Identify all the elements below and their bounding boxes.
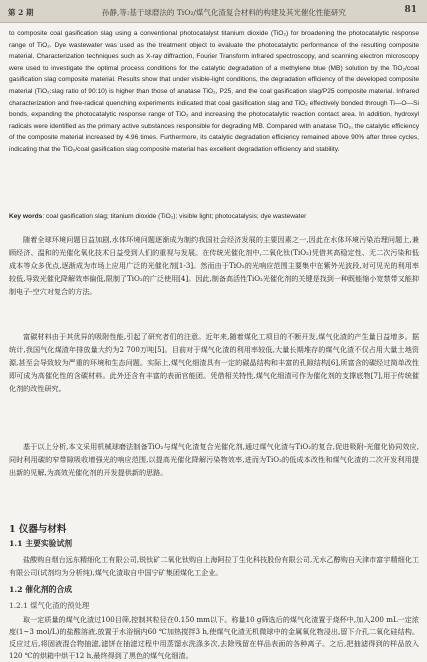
running-title: 孙静,等:基于球磨法的 TiO₂/煤气化渣复合材料的构建及其光催化性能研究 xyxy=(102,8,346,17)
intro-paragraph-1: 随着全球环境问题日益加剧,水体环境问题逐渐成为制约我国社会经济发展的主要因素之一,因此在水体环境污染治理问题上,兼顾经济、温和的光催化氧化技术日益受到人们的重视与发展。在传统光催化剂中,二氧化钛(TiO₂)凭借其高稳定性、无二次污染和低成本等众多优点,逐渐成为市场上应用广泛的光催化剂[1-3]。然而由于TiO₂的光响应范围主要集中在紫外光波段,对可见光的利用率较低,导致光催化降解效率偏低,限制了TiO₂的广泛使用[4]。因此,制备高活性TiO₂光催化剂的关键是找到一种既能缩小宽禁带又能抑制电子-空穴对复合的方法。 xyxy=(9,235,419,296)
intro-paragraph-3: 基于以上分析,本文采用机械球磨法制备TiO₂与煤气化渣复合光催化剂,通过煤气化渣与TiO₂的复合,促进吸附-光催化协同效应,同时利用碳的窄带隙吸收增强光的响应范围,以提高光催化降解污染物效率,进而为TiO₂的低成本改性和煤气化渣的二次开发利用提出新的见解,为高效光催化剂的开发提供新的思路。 xyxy=(9,442,419,477)
page-number: 81 xyxy=(404,5,417,15)
pretreatment-paragraph: 取一定质量的煤气化渣过100目筛,控制其粒径在0.150 mm以下。称量10 g筛选后的煤气化渣置于烧杯中,加入200 mL一定浓度(1~3 mol/L)的盐酸溶液,放置于水浴锅内60 ℃加热搅拌3 h,使煤气化渣无机微球中的金属氧化物浸出,留下介孔二氧化硅结构。反应过后,将固液混合物抽滤,滤饼在抽滤过程中用蒸馏水洗涤多次,去除残留在样品表面的各种离子。之后,把抽滤得到的样品放入120 ℃的烘箱中烘干12 h,最终得到了黑色的煤气化细渣。 xyxy=(9,615,419,660)
section-heading-1-2: 1.2 催化剂的合成 xyxy=(9,585,73,594)
intro-paragraph-2: 富碳材料由于其优异的吸附性能,引起了研究者们的注意。近年来,随着煤化工项目的不断开发,煤气化渣的产生量日益增多。据统计,我国气化煤渣年排放量大约为2 700万吨[5]。目前对于煤气化渣的利用率较低,大量长期堆存的煤气化渣不仅占用大量土地资源,甚至会导致较为严重的环境和生态问题。实际上,煤气化细渣具有一定的碳晶结构和丰富的孔隙结构[6],所富含的碳经过简单改性即可成为高催化性的含碳材料。此外还含有丰富的表面官能团。凭借相关特性,煤气化细渣可作为催化剂的支撑底物[7],用于传统催化剂的改性研究。 xyxy=(9,332,419,393)
english-abstract: to composite coal gasification slag using a conventional photocatalyst titanium dioxide (TiO₂) for broadening the photocatalytic response range of TiO₂. Dye wastewater was used as the treatment object to evaluate the photocatalytic performance of the resulting composite material. Characterization techniques such as X-ray diffraction, Fourier Transform infrared spectroscopy, and scanning electron microscopy were used to investigate the optimal process conditions for the catalytic degradation of a methylene blue (MB) solution by the TiO₂/coal gasification slag composite material. Results show that under visible-light conditions, the degradation efficiency of the developed composite material (TiO₂:slag ratio of 90:10) is higher than those of anatase TiO₂, P25, and the coal gasification slag/P25 composite material. Infrared characterization and free-radical quenching experiments indicated that coal gasification slag and TiO₂ effectively bonded through Ti—O—Si bonds, expanding the photocatalytic response range of TiO₂ and increasing the photocatalytic reaction contact area. In addition, hydroxyl radicals were identified as the primary active substances responsible for degrading MB. Compared with anatase TiO₂, the catalytic efficiency of the composite material increased by 4.96 times. Furthermore, its catalytic degradation efficiency remained above 90% after three cycles, indicating that the TiO₂/coal gasification slag composite material has excellent degradation efficiency and stability. xyxy=(9,30,419,153)
section-heading-1-2-1: 1.2.1 煤气化渣的预处理 xyxy=(9,601,90,610)
keywords-label: Key words xyxy=(9,213,43,220)
reagents-paragraph: 盐酸购自烟台远东精细化工有限公司,锐钛矿二氧化钛购自上海阿拉丁生化科技股份有限公司,无水乙醇购自天津市富宇精细化工有限公司(试剂均为分析纯),煤气化渣取自中国宁矿集团煤化工企业。 xyxy=(9,555,419,577)
running-header xyxy=(0,0,427,23)
section-heading-1-1: 1.1 主要实验试剂 xyxy=(9,539,73,548)
english-keywords xyxy=(9,212,419,222)
issue-label: 第 2 期 xyxy=(8,8,34,17)
section-heading-1: 1 仪器与材料 xyxy=(9,524,67,535)
keywords-text: : coal gasification slag; titanium dioxide (TiO₂); visible light; photocatalysis; dye wastewater xyxy=(42,213,307,220)
